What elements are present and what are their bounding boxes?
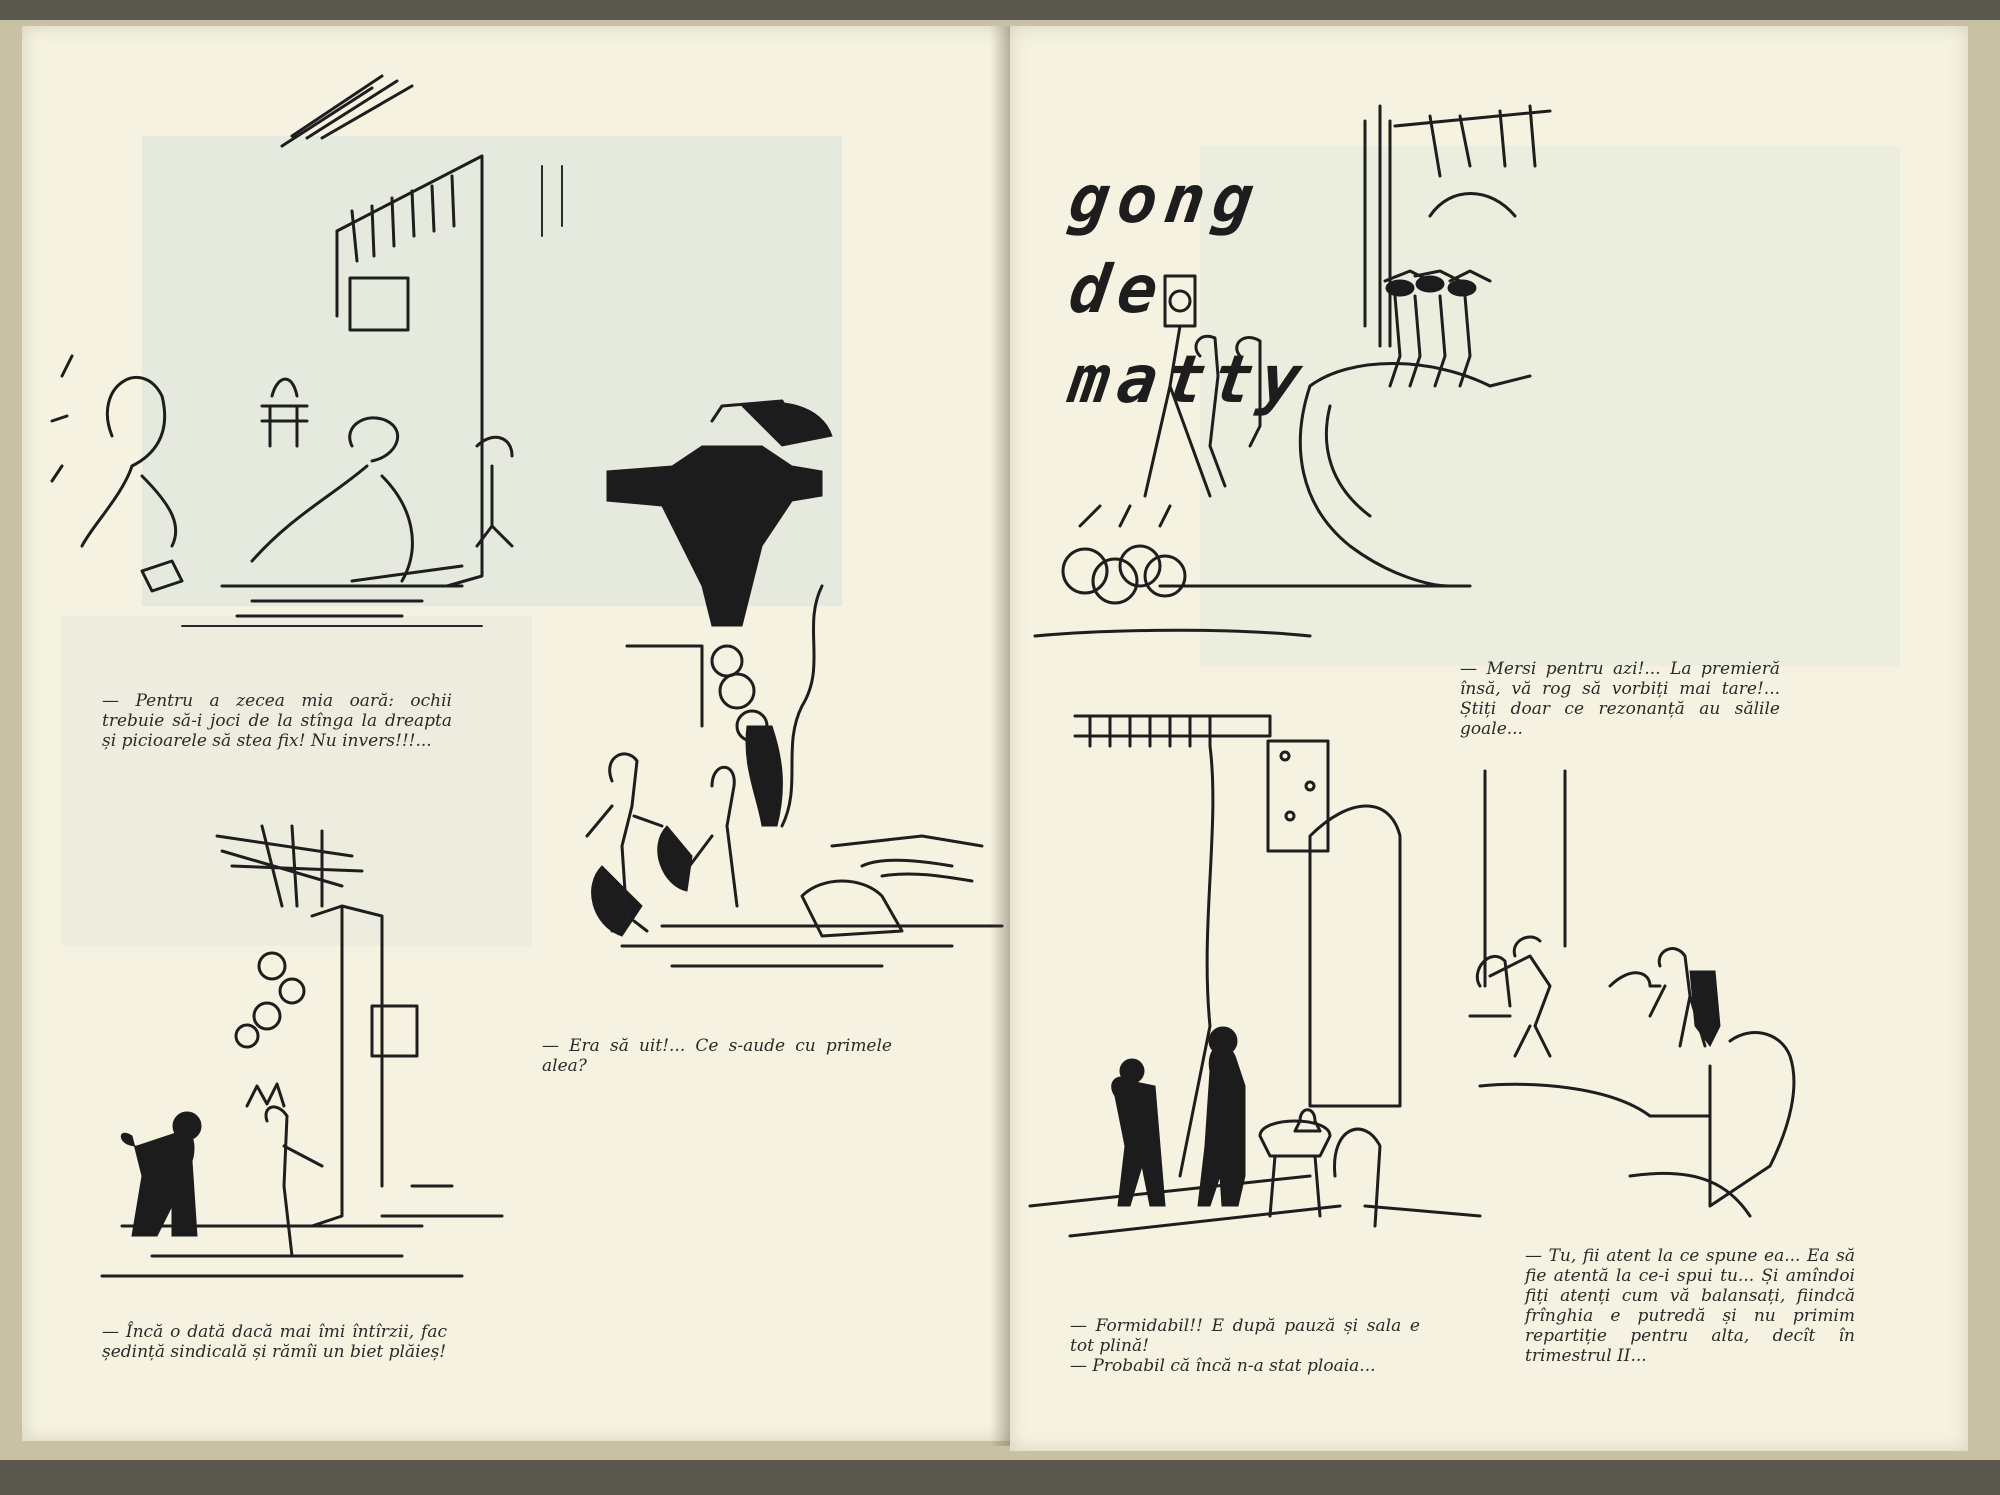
title-line: de: [1064, 251, 1171, 328]
cartoon-caption: — Tu, fii atent la ce spune ea... Ea să fie atentă la ce-i spui tu... Și amîndoi fiți atenți cum vă balansați, fiindcă frînghia e putredă și nu primim repartiție pentru alta, decît în trimestrul II...: [1525, 1246, 1855, 1366]
cartoon-caption: — Mersi pentru azi!... La premieră însă, vă rog să vorbiți mai tare!... Știți doar ce rezonanță au sălile goale...: [1460, 659, 1780, 739]
cartoon-director-actor: [22, 26, 1010, 1426]
title-line: matty: [1064, 341, 1315, 418]
title-line: gong: [1064, 161, 1267, 238]
cartoon-caption: — Formidabil!! E după pauză și sala e tot plină! — Probabil că încă n-a stat ploaia...: [1070, 1316, 1420, 1376]
left-page: [22, 26, 1010, 1441]
right-page: [1010, 26, 1968, 1451]
cartoon-trapeze-artists: [1010, 26, 1968, 1326]
cartoon-caption: — Încă o dată dacă mai îmi întîrzii, fac ședință sindicală și rămîi un biet plăieș!: [102, 1322, 447, 1362]
cartoon-caption: — Pentru a zecea mia oară: ochii trebuie să-i joci de la stînga la dreapta și picioarele să stea fix! Nu invers!!!...: [102, 691, 452, 751]
cartoon-caption: — Era să uit!... Ce s-aude cu primele alea?: [542, 1036, 892, 1076]
